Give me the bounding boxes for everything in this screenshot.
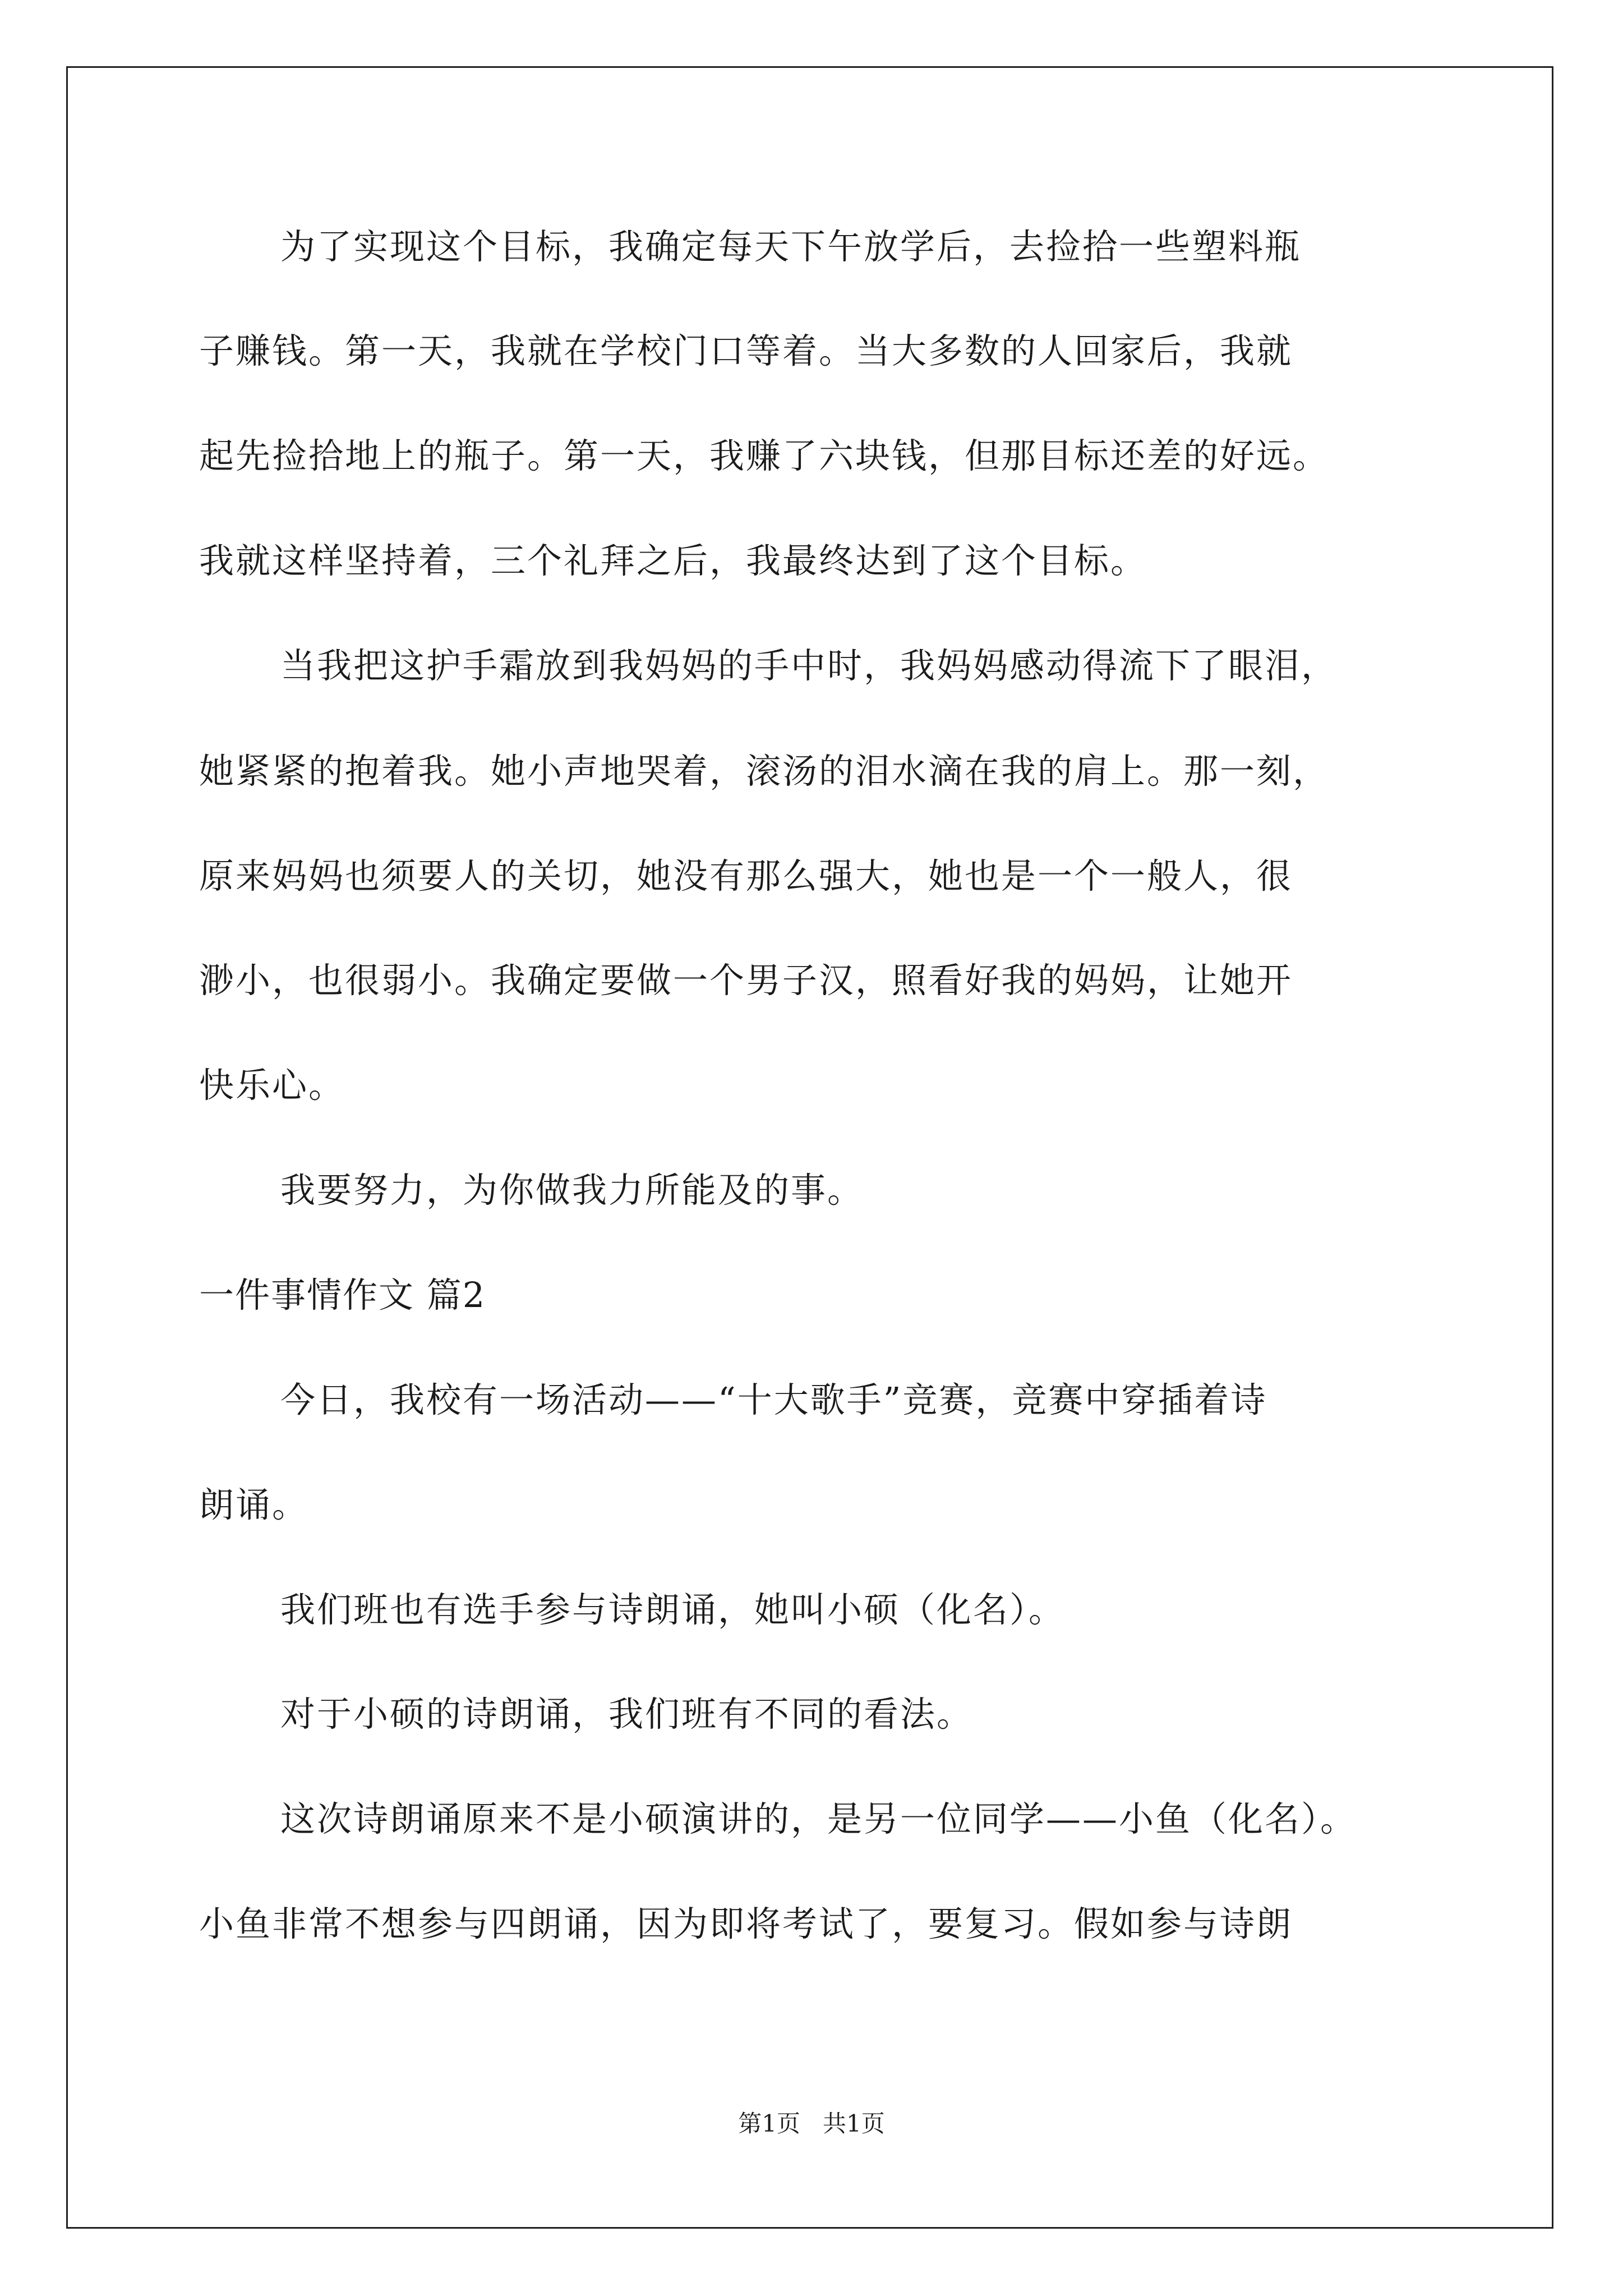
- text-line: 小鱼非常不想参与四朗诵，因为即将考试了，要复习。假如参与诗朗: [199, 1903, 1293, 1944]
- text-line: 为了实现这个目标，我确定每天下午放学后，去捡拾一些塑料瓶: [280, 226, 1302, 267]
- text-line: 这次诗朗诵原来不是小硕演讲的，是另一位同学——小鱼（化名）。: [280, 1798, 1357, 1839]
- text-line: 我们班也有选手参与诗朗诵，她叫小硕（化名）。: [280, 1589, 1066, 1630]
- text-line: 当我把这护手霜放到我妈妈的手中时，我妈妈感动得流下了眼泪，: [280, 645, 1338, 686]
- text-line: 今日，我校有一场活动——“十大歌手”竞赛，竞赛中穿插着诗: [280, 1379, 1267, 1420]
- page-footer: 第1页 共1页: [738, 2110, 885, 2137]
- text-line: 她紧紧的抱着我。她小声地哭着，滚汤的泪水滴在我的肩上。那一刻，: [199, 751, 1330, 792]
- text-line: 原来妈妈也须要人的关切，她没有那么强大，她也是一个一般人，很: [199, 855, 1293, 896]
- text-line: 我要努力，为你做我力所能及的事。: [280, 1170, 864, 1211]
- text-line: 起先捡拾地上的瓶子。第一天，我赚了六块钱，但那目标还差的好远。: [199, 435, 1330, 476]
- text-line: 快乐心。: [199, 1065, 345, 1106]
- text-line: 子赚钱。第一天，我就在学校门口等着。当大多数的人回家后，我就: [199, 330, 1293, 371]
- text-line: 渺小，也很弱小。我确定要做一个男子汉，照看好我的妈妈，让她开: [199, 960, 1293, 1001]
- text-line: 对于小硕的诗朗诵，我们班有不同的看法。: [280, 1694, 974, 1734]
- text-line: 朗诵。: [199, 1484, 309, 1525]
- section-heading: 一件事情作文 篇2: [199, 1274, 486, 1315]
- text-line: 我就这样坚持着，三个礼拜之后，我最终达到了这个目标。: [199, 540, 1147, 581]
